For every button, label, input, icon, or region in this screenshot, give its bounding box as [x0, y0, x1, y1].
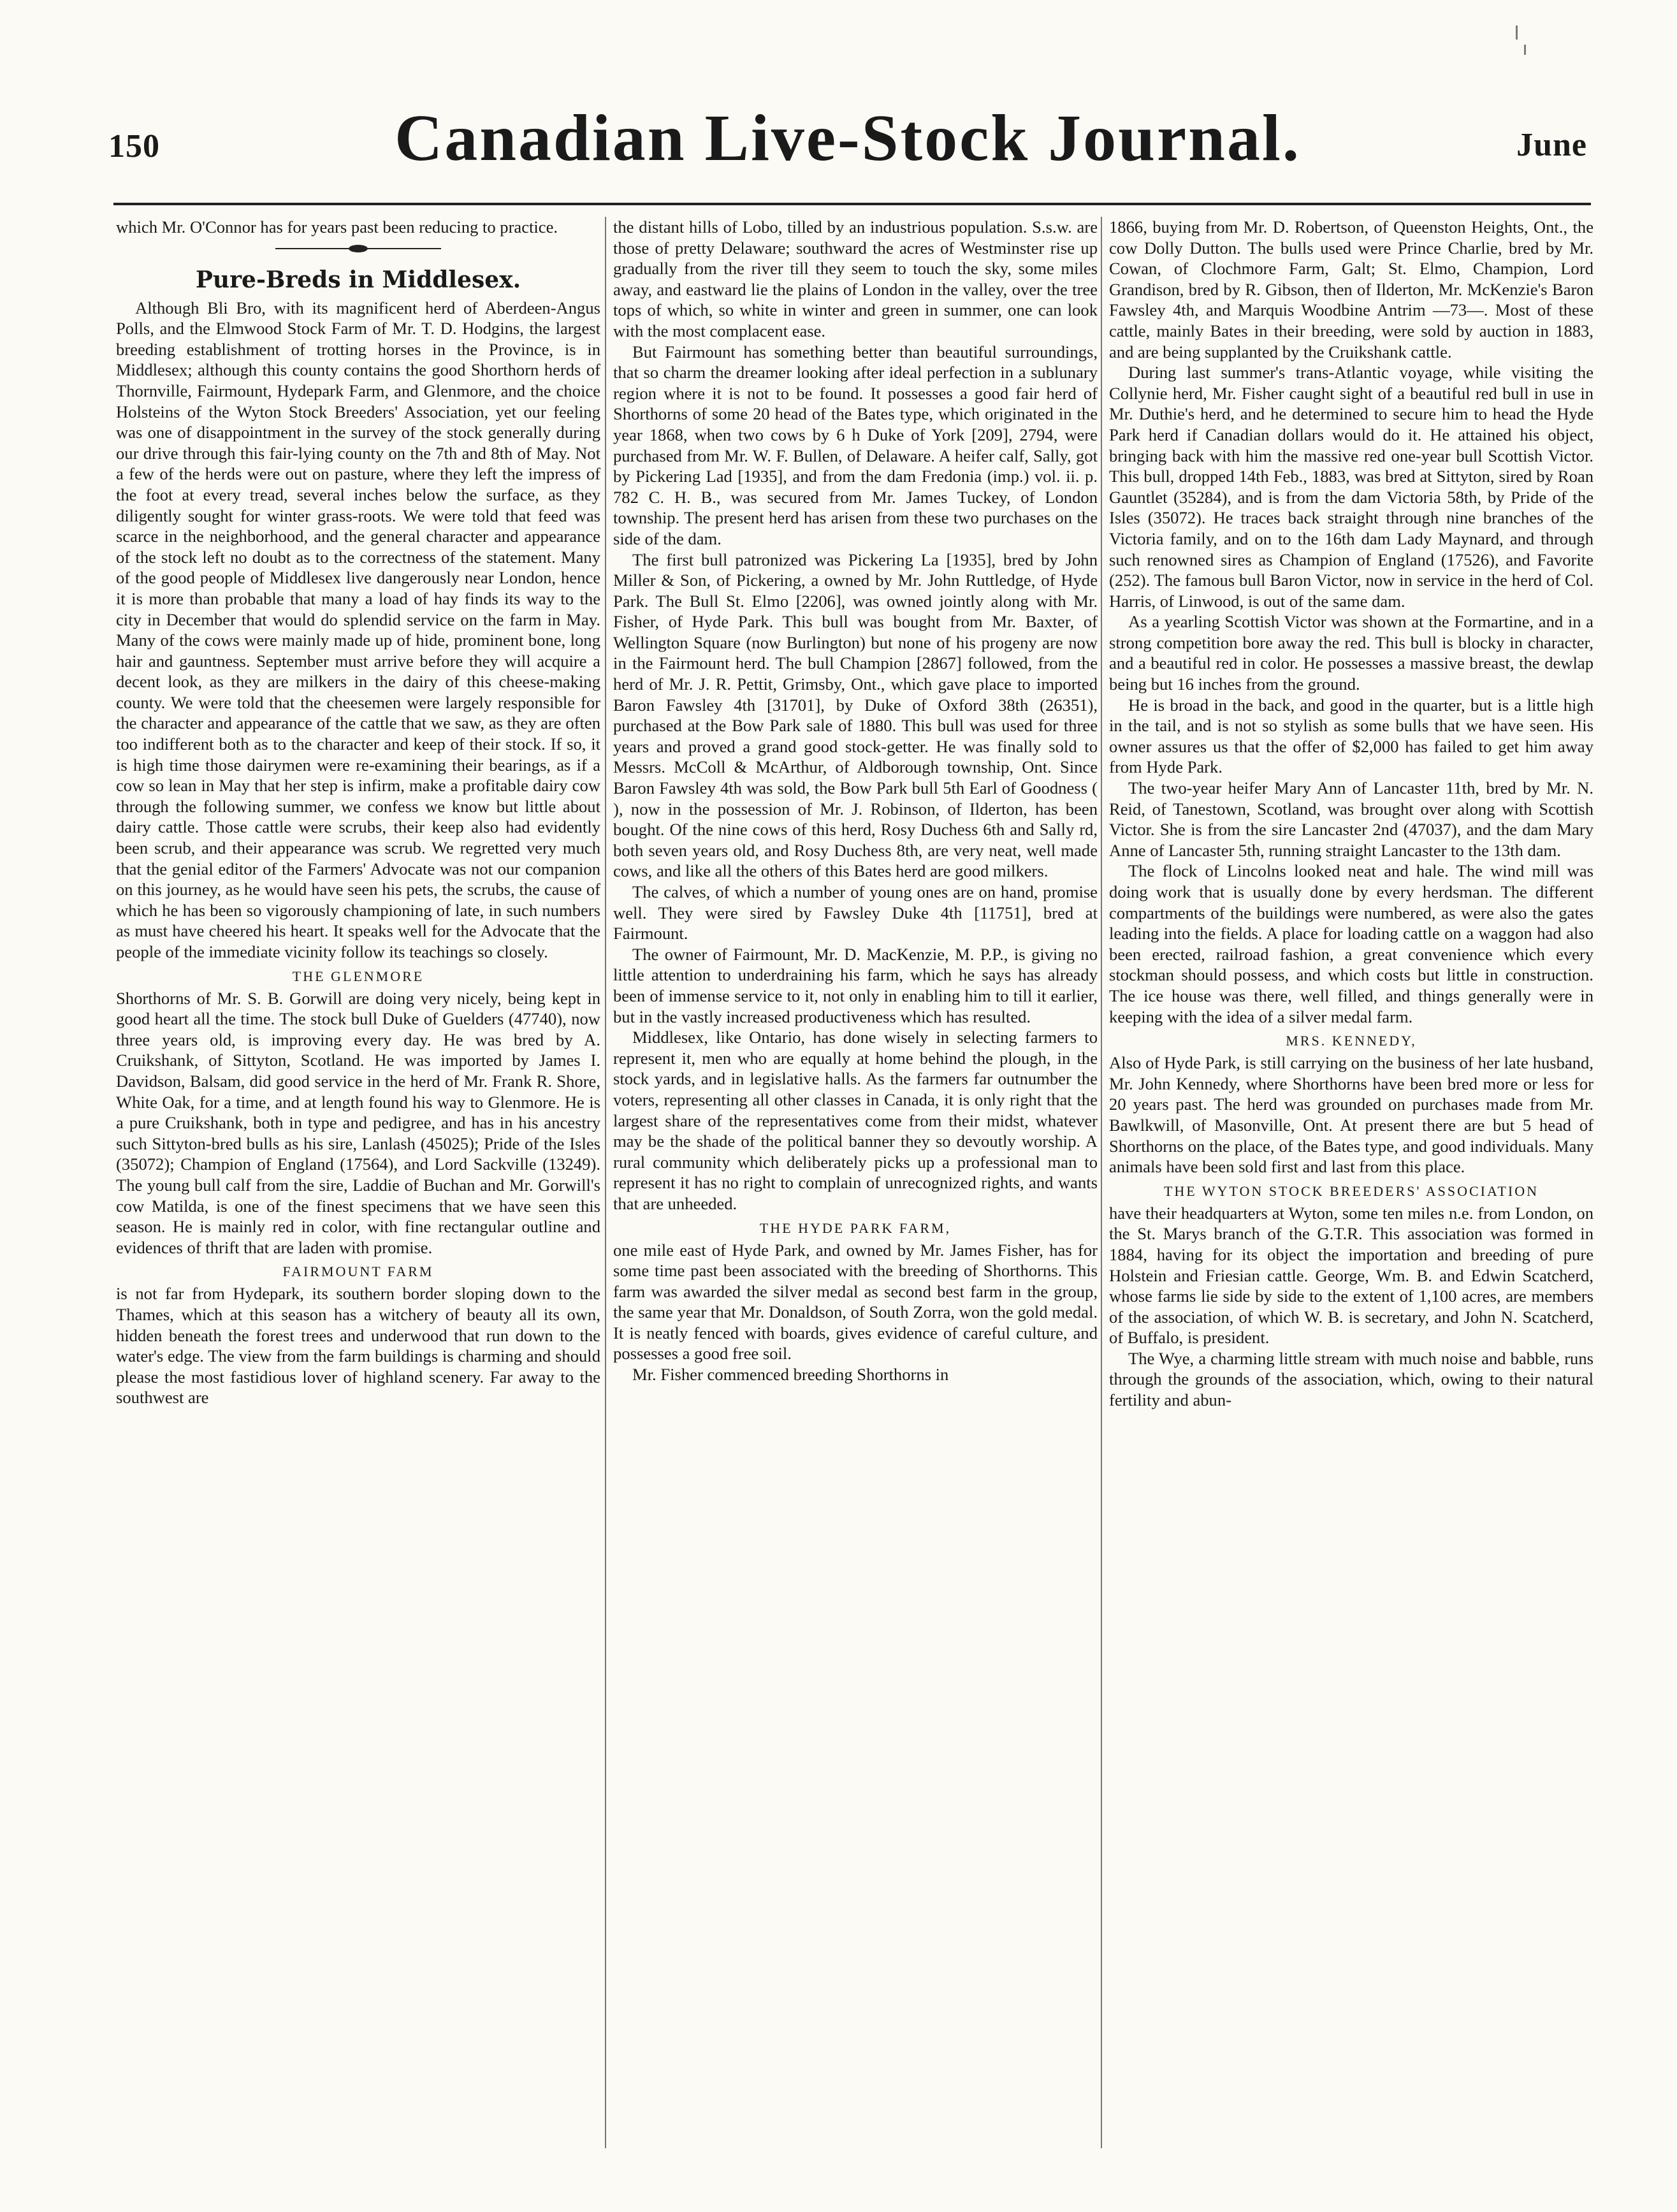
- paragraph: 1866, buying from Mr. D. Robertson, of Queenston Heights, Ont., the cow Dolly Dutton. The bulls used were Prince Charlie, bred by Mr. Cowan, of Clochmore Farm, Galt; St. Elmo, Champion, Lord Grandison, bred by R. Gibson, then of Ilderton, Mr. McKenzie's Baron Fawsley 4th, and Marquis Woodbine Antrim —73—. Most of these cattle, mainly Bates in their breeding, were sold by auction in 1883, and are being supplanted by the Cruikshank cattle.: [1109, 217, 1594, 361]
- column-left: [116, 217, 600, 1408]
- column-rule: [605, 217, 606, 2148]
- paragraph: The owner of Fairmount, Mr. D. MacKenzie, M. P.P., is giving no little attention to underdraining his farm, which he says has already been of immense service to it, not only in enabling him to till it earlier, but in the vastly increased productiveness which has resulted.: [613, 944, 1098, 1026]
- paragraph: The first bull patronized was Pickering La [1935], bred by John Miller & Son, of Pickering, a owned by Mr. John Ruttledge, of Hyde Park. The Bull St. Elmo [2206], was owned jointly along with Mr. Fisher, of Hyde Park. This bull was bought from Mr. Baxter, of Wellington Square (now Burlington) but none of his progeny are now in the Fairmount herd. The bull Champion [2867] followed, from the herd of Mr. J. R. Pettit, Grimsby, Ont., which gave place to imported Baron Fawsley 4th [31701], by Duke of Oxford 38th (26351), purchased at the Bow Park sale of 1880. This bull was used for three years and proved a grand good stock-getter. He was finally sold to Messrs. McColl & McArthur, of Aldborough township, Ont. Since Baron Fawsley 4th was sold, the Bow Park bull 5th Earl of Goodness ( ), now in the possession of Mr. J. Robinson, of Ilderton, has been bought. Of the nine cows of this herd, Rosy Duchess 6th and Sally rd, both seven years old, and Rosy Duchess 8th, are very neat, well made cows, and like all the others of this Bates herd are good milkers.: [613, 549, 1098, 881]
- paragraph: The two-year heifer Mary Ann of Lancaster 11th, bred by Mr. N. Reid, of Tanestown, Scotland, was brought over along with Scottish Victor. She is from the sire Lancaster 2nd (47037), and the dam Mary Anne of Lancaster 5th, running straight Lancaster to the 13th dam.: [1109, 778, 1594, 860]
- paragraph: Shorthorns of Mr. S. B. Gorwill are doing very nicely, being kept in good heart all the time. The stock bull Duke of Guelders (47740), now three years old, is improving every day. He was bred by A. Cruikshank, of Sittyton, Scotland. He was imported by James I. Davidson, Balsam, did good service in the herd of Mr. Frank R. Shore, White Oak, for a time, and at length found his way to Glenmore. He is a pure Cruikshank, both in type and pedigree, and has in his ancestry such Sittyton-bred bulls as his sire, Lanlash (45025); Pride of the Isles (35072); Champion of England (17564), and Lord Sackville (13249). The young bull calf from the sire, Laddie of Buchan and Mr. Gorwill's cow Matilda, is one of the finest specimens that we have seen this season. He is mainly red in color, with fine rectangular outline and evidences of thrift that are laden with promise.: [116, 988, 600, 1257]
- paragraph: During last summer's trans-Atlantic voyage, while visiting the Collynie herd, Mr. Fisher caught sight of a beautiful red bull in use in Mr. Duthie's herd, and he determined to secure him to head the Hyde Park herd if Canadian dollars would do it. He attained his object, bringing back with him the massive red one-year bull Scottish Victor. This bull, dropped 14th Feb., 1883, was bred at Sittyton, sired by Roan Gauntlet (35284), and is from the dam Victoria 58th, by Pride of the Isles (35072). He traces back straight through nine branches of the Victoria family, and on to the 16th dam Lady Maynard, and through such renowned sires as Champion of England (17526), and Favorite (252). The famous bull Baron Victor, now in service in the herd of Col. Harris, of Linwood, is out of the same dam.: [1109, 363, 1594, 611]
- section-separator: [116, 238, 600, 259]
- journal-title: Canadian Live-Stock Journal.: [395, 101, 1301, 175]
- column-right: [1109, 217, 1594, 1411]
- column-rule: [1101, 217, 1102, 2148]
- paragraph: Also of Hyde Park, is still carrying on the business of her late husband, Mr. John Kennedy, where Shorthorns have been bred more or less for 20 years past. The herd was grounded on purchases made from Mr. Bawlkwill, of Masonville, Ont. At present there are but 5 head of Shorthorns on the place, of the Bates type, and good individuals. Many animals have been sold first and last from this place.: [1109, 1053, 1594, 1177]
- paragraph: is not far from Hydepark, its southern border sloping down to the Thames, which at this season has a witchery of beauty all its own, hidden beneath the forest trees and underwood that run down to the water's edge. The view from the farm buildings is charming and should please the most fastidious lover of highland scenery. Far away to the southwest are: [116, 1284, 600, 1408]
- section-heading-hyde-park: THE HYDE PARK FARM,: [759, 1219, 952, 1236]
- continued-text: which Mr. O'Connor has for years past been reducing to practice.: [116, 217, 558, 236]
- section-heading-wyton: THE WYTON STOCK BREEDERS' ASSOCIATION: [1163, 1182, 1539, 1199]
- section-heading-fairmount: FAIRMOUNT FARM: [282, 1263, 434, 1280]
- paragraph: Middlesex, like Ontario, has done wisely in selecting farmers to represent it, men who are equally at home behind the plough, in the stock yards, and in legislative halls. As the farmers far outnumber the voters, representing all other classes in Canada, it is only right that the largest share of the representatives come from their midst, whatever may be the shade of the political banner they so devoutly worship. A rural community which deliberately picks up a professional man to represent it has no right to complain of unrecognized rights, and wants that are unheeded.: [613, 1028, 1098, 1213]
- page-header: [108, 89, 1587, 175]
- section-heading-glenmore: THE GLENMORE: [292, 968, 425, 984]
- paragraph: the distant hills of Lobo, tilled by an industrious population. S.s.w. are those of pretty Delaware; southward the acres of Westminster rise up gradually from the river till they seem to touch the sky, some miles away, and eastward lie the plains of London in the valley, over the tree tops of which, so white in winter and green in summer, one can look with the most complacent ease.: [613, 217, 1098, 340]
- paragraph: He is broad in the back, and good in the quarter, but is a little high in the tail, and is not so stylish as some bulls that we have seen. His owner assures us that the offer of $2,000 has failed to get him away from Hyde Park.: [1109, 695, 1594, 777]
- paragraph: one mile east of Hyde Park, and owned by Mr. James Fisher, has for some time past been associated with the breeding of Shorthorns. This farm was awarded the silver medal as second best farm in the group, the same year that Mr. Donaldson, of South Zorra, won the gold medal. It is neatly fenced with boards, gives evidence of careful culture, and possesses a good free soil.: [613, 1240, 1098, 1364]
- paragraph: have their headquarters at Wyton, some ten miles n.e. from London, on the St. Marys branch of the G.T.R. This association was formed in 1884, having for its object the importation and breeding of pure Holstein and Friesian cattle. George, Wm. B. and Edwin Scatcherd, whose farms lie side by side to the extent of 1,100 acres, are members of the association, of which W. B. is secretary, and John N. Scatcherd, of Buffalo, is president.: [1109, 1203, 1594, 1348]
- page-number: 150: [108, 128, 160, 164]
- section-heading-kennedy: MRS. KENNEDY,: [1286, 1033, 1417, 1049]
- paragraph: Although Bli Bro, with its magnificent herd of Aberdeen-Angus Polls, and the Elmwood Stock Farm of Mr. T. D. Hodgins, the largest breeding establishment of trotting horses in the Province, is in Middlesex; although this county contains the good Shorthorn herds of Thornville, Fairmount, Hydepark Farm, and Glenmore, and the choice Holsteins of the Wyton Stock Breeders' Association, yet our feeling was one of disappointment in the survey of the stock generally during our drive through this fair-lying county on the 7th and 8th of May. Not a few of the herds were out on pasture, where they left the impress of the foot at every tread, several inches below the surface, as they diligently sought for winter grass-roots. We were told that feed was scarce in the neighborhood, and the general character and appearance of the stock left no doubt as to the correctness of the statement. Many of the good people of Middlesex live dangerously near London, hence it is more than probable that many a load of hay finds its way to the city in December that would do splendid service on the farm in May. Many of the cows were mainly made up of hide, prominent bone, long hair and gauntness. September must arrive before they will acquire a decent look, as they are milkers in the dairy of this cheese-making county. We were told that the cheesemen were largely responsible for the character and appearance of the cattle that we saw, as they are often too indifferent both as to the character and keep of their stock. If so, it is high time those dairymen were re-examining their bearings, as if a cow so lean in May that her step is infirm, make a profitable dairy cow through the following summer, we confess we know but little about dairy cattle. Those cattle were scrubs, their keep also had evidently been scrub, and their appearance was scrub. We regretted very much that the genial editor of the Farmers' Advocate was not our companion on this journey, as he would have seen his pets, the scrubs, the cause of which he has been so vigorously championing of late, in such numbers as must have cheered his heart. It speaks well for the Advocate that the people of the immediate vicinity follow its teachings so closely.: [116, 298, 600, 961]
- scan-mark: [1524, 45, 1526, 55]
- scan-mark: [1516, 25, 1518, 40]
- issue-month: June: [1516, 127, 1587, 163]
- paragraph: As a yearling Scottish Victor was shown at the Formartine, and in a strong competition bore away the red. This bull is blocky in character, and a beautiful red in color. He possesses a massive breast, the dewlap being but 16 inches from the ground.: [1109, 612, 1594, 694]
- paragraph: The flock of Lincolns looked neat and hale. The wind mill was doing work that is usually done by every herdsman. The different compartments of the buildings were numbered, as were also the gates leading into the fields. A place for loading cattle on a waggon had also been erected, railroad fashion, a great convenience which every stockman should possess, and which costs but little in construction. The ice house was there, well filled, and things generally were in keeping with the idea of a silver medal farm.: [1109, 861, 1594, 1026]
- paragraph: But Fairmount has something better than beautiful surroundings, that so charm the dreamer looking after ideal perfection in a sublunary region where it is not to be found. It possesses a good fair herd of Shorthorns of some 20 head of the Bates type, which originated in the year 1868, when two cows by 6 h Duke of York [209], 2794, were purchased from Mr. W. F. Bullen, of Delaware. A heifer calf, Sally, got by Pickering Lad [1935], and from the dam Fredonia (imp.) vol. ii. p. 782 C. H. B., was secured from Mr. James Tuckey, of London township. The present herd has arisen from these two purchases on the side of the dam.: [613, 342, 1098, 548]
- article-title: Pure-Breds in Middlesex.: [195, 266, 521, 293]
- column-middle: [613, 217, 1098, 1385]
- paragraph: Mr. Fisher commenced breeding Shorthorns in: [632, 1365, 949, 1385]
- header-rule: [113, 203, 1591, 205]
- paragraph: The calves, of which a number of young ones are on hand, promise well. They were sired by Fawsley Duke 4th [11751], bred at Fairmount.: [613, 882, 1098, 943]
- paragraph: The Wye, a charming little stream with much noise and babble, runs through the grounds of the association, which, owing to their natural fertility and abun-: [1109, 1348, 1594, 1410]
